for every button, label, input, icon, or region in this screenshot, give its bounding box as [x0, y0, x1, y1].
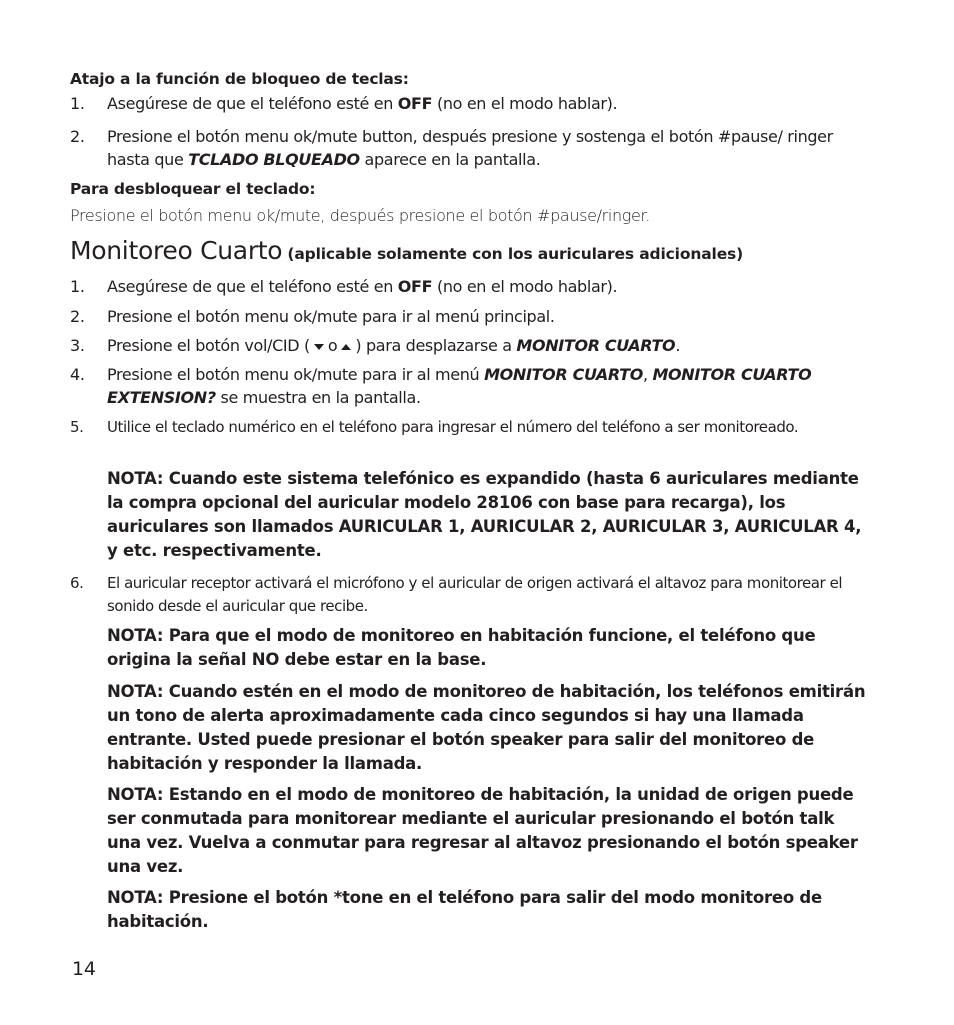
note-5: NOTA: Presione el botón *tone en el teléfono para salir del modo monitoreo de habitación. — [107, 888, 822, 931]
keylock-step-1: 1. Asegúrese de que el teléfono esté en OFF (no en el modo hablar). — [70, 94, 618, 113]
keylock-heading: Atajo a la función de bloqueo de teclas: — [70, 70, 409, 88]
room-step-1: 1. Asegúrese de que el teléfono esté en OFF (no en el modo hablar). — [70, 277, 618, 296]
note-3: NOTA: Cuando estén en el modo de monitoreo de habitación, los teléfonos emitirán un tono de alerta aproximadamente cada cinco segundos si hay una llamada entrante. Usted puede presionar el botón speaker para salir del monitoreo de habitación y responder la llamada. — [107, 682, 866, 773]
section-title: Monitoreo Cuarto — [70, 236, 283, 265]
note-1: NOTA: Cuando este sistema telefónico es expandido (hasta 6 auriculares mediante la compra opcional del auricular modelo 28106 con base para recarga), los auriculares son llamados AURICULAR 1, AURICULAR 2, AURICULAR 3, AURICULAR 4, y etc. respectivamente. — [107, 469, 862, 560]
step-number: 1. — [70, 277, 85, 296]
room-step-4: 4. Presione el botón menu ok/mute para ir al menú MONITOR CUARTO, MONITOR CUARTO EXTENSION? se muestra en la pantalla. — [70, 365, 812, 407]
step-number: 4. — [70, 365, 85, 384]
page-number: 14 — [72, 958, 96, 980]
room-step-6: 6. El auricular receptor activará el micrófono y el auricular de origen activará el altavoz para monitorear el sonido desde el auricular que recibe. — [70, 574, 843, 615]
step-number: 1. — [70, 94, 85, 113]
note-2: NOTA: Para que el modo de monitoreo en habitación funcione, el teléfono que origina la señal NO debe estar en la base. — [107, 626, 816, 669]
room-step-3: 3. Presione el botón vol/CID ( o ) para desplazarse a MONITOR CUARTO. — [70, 336, 681, 355]
section-subtitle: (aplicable solamente con los auriculares adicionales) — [287, 245, 744, 263]
note-4: NOTA: Estando en el modo de monitoreo de habitación, la unidad de origen puede ser conmutada para monitorear mediante el auricular presionando el botón talk una vez. Vuelva a conmutar para regresar al altavoz presionando el botón speaker una vez. — [107, 785, 858, 876]
room-step-2: 2. Presione el botón menu ok/mute para ir al menú principal. — [70, 307, 555, 326]
step-number: 6. — [70, 574, 84, 592]
up-arrow-icon — [341, 344, 351, 350]
keylock-step-2: 2. Presione el botón menu ok/mute button, después presione y sostenga el botón #pause/ ringer hasta que TCLADO BLQUEADO aparece en la pantalla. — [70, 127, 833, 169]
step-number: 2. — [70, 127, 85, 146]
room-step-5: 5. Utilice el teclado numérico en el teléfono para ingresar el número del teléfono a ser monitoreado. — [70, 416, 870, 439]
step-number: 5. — [70, 418, 84, 436]
step-number: 2. — [70, 307, 85, 326]
section-heading — [70, 236, 743, 265]
unlock-heading: Para desbloquear el teclado: — [70, 180, 316, 198]
step-number: 3. — [70, 336, 85, 355]
down-arrow-icon — [314, 344, 324, 350]
unlock-text: Presione el botón menu ok/mute, después presione el botón #pause/ringer. — [70, 206, 651, 225]
